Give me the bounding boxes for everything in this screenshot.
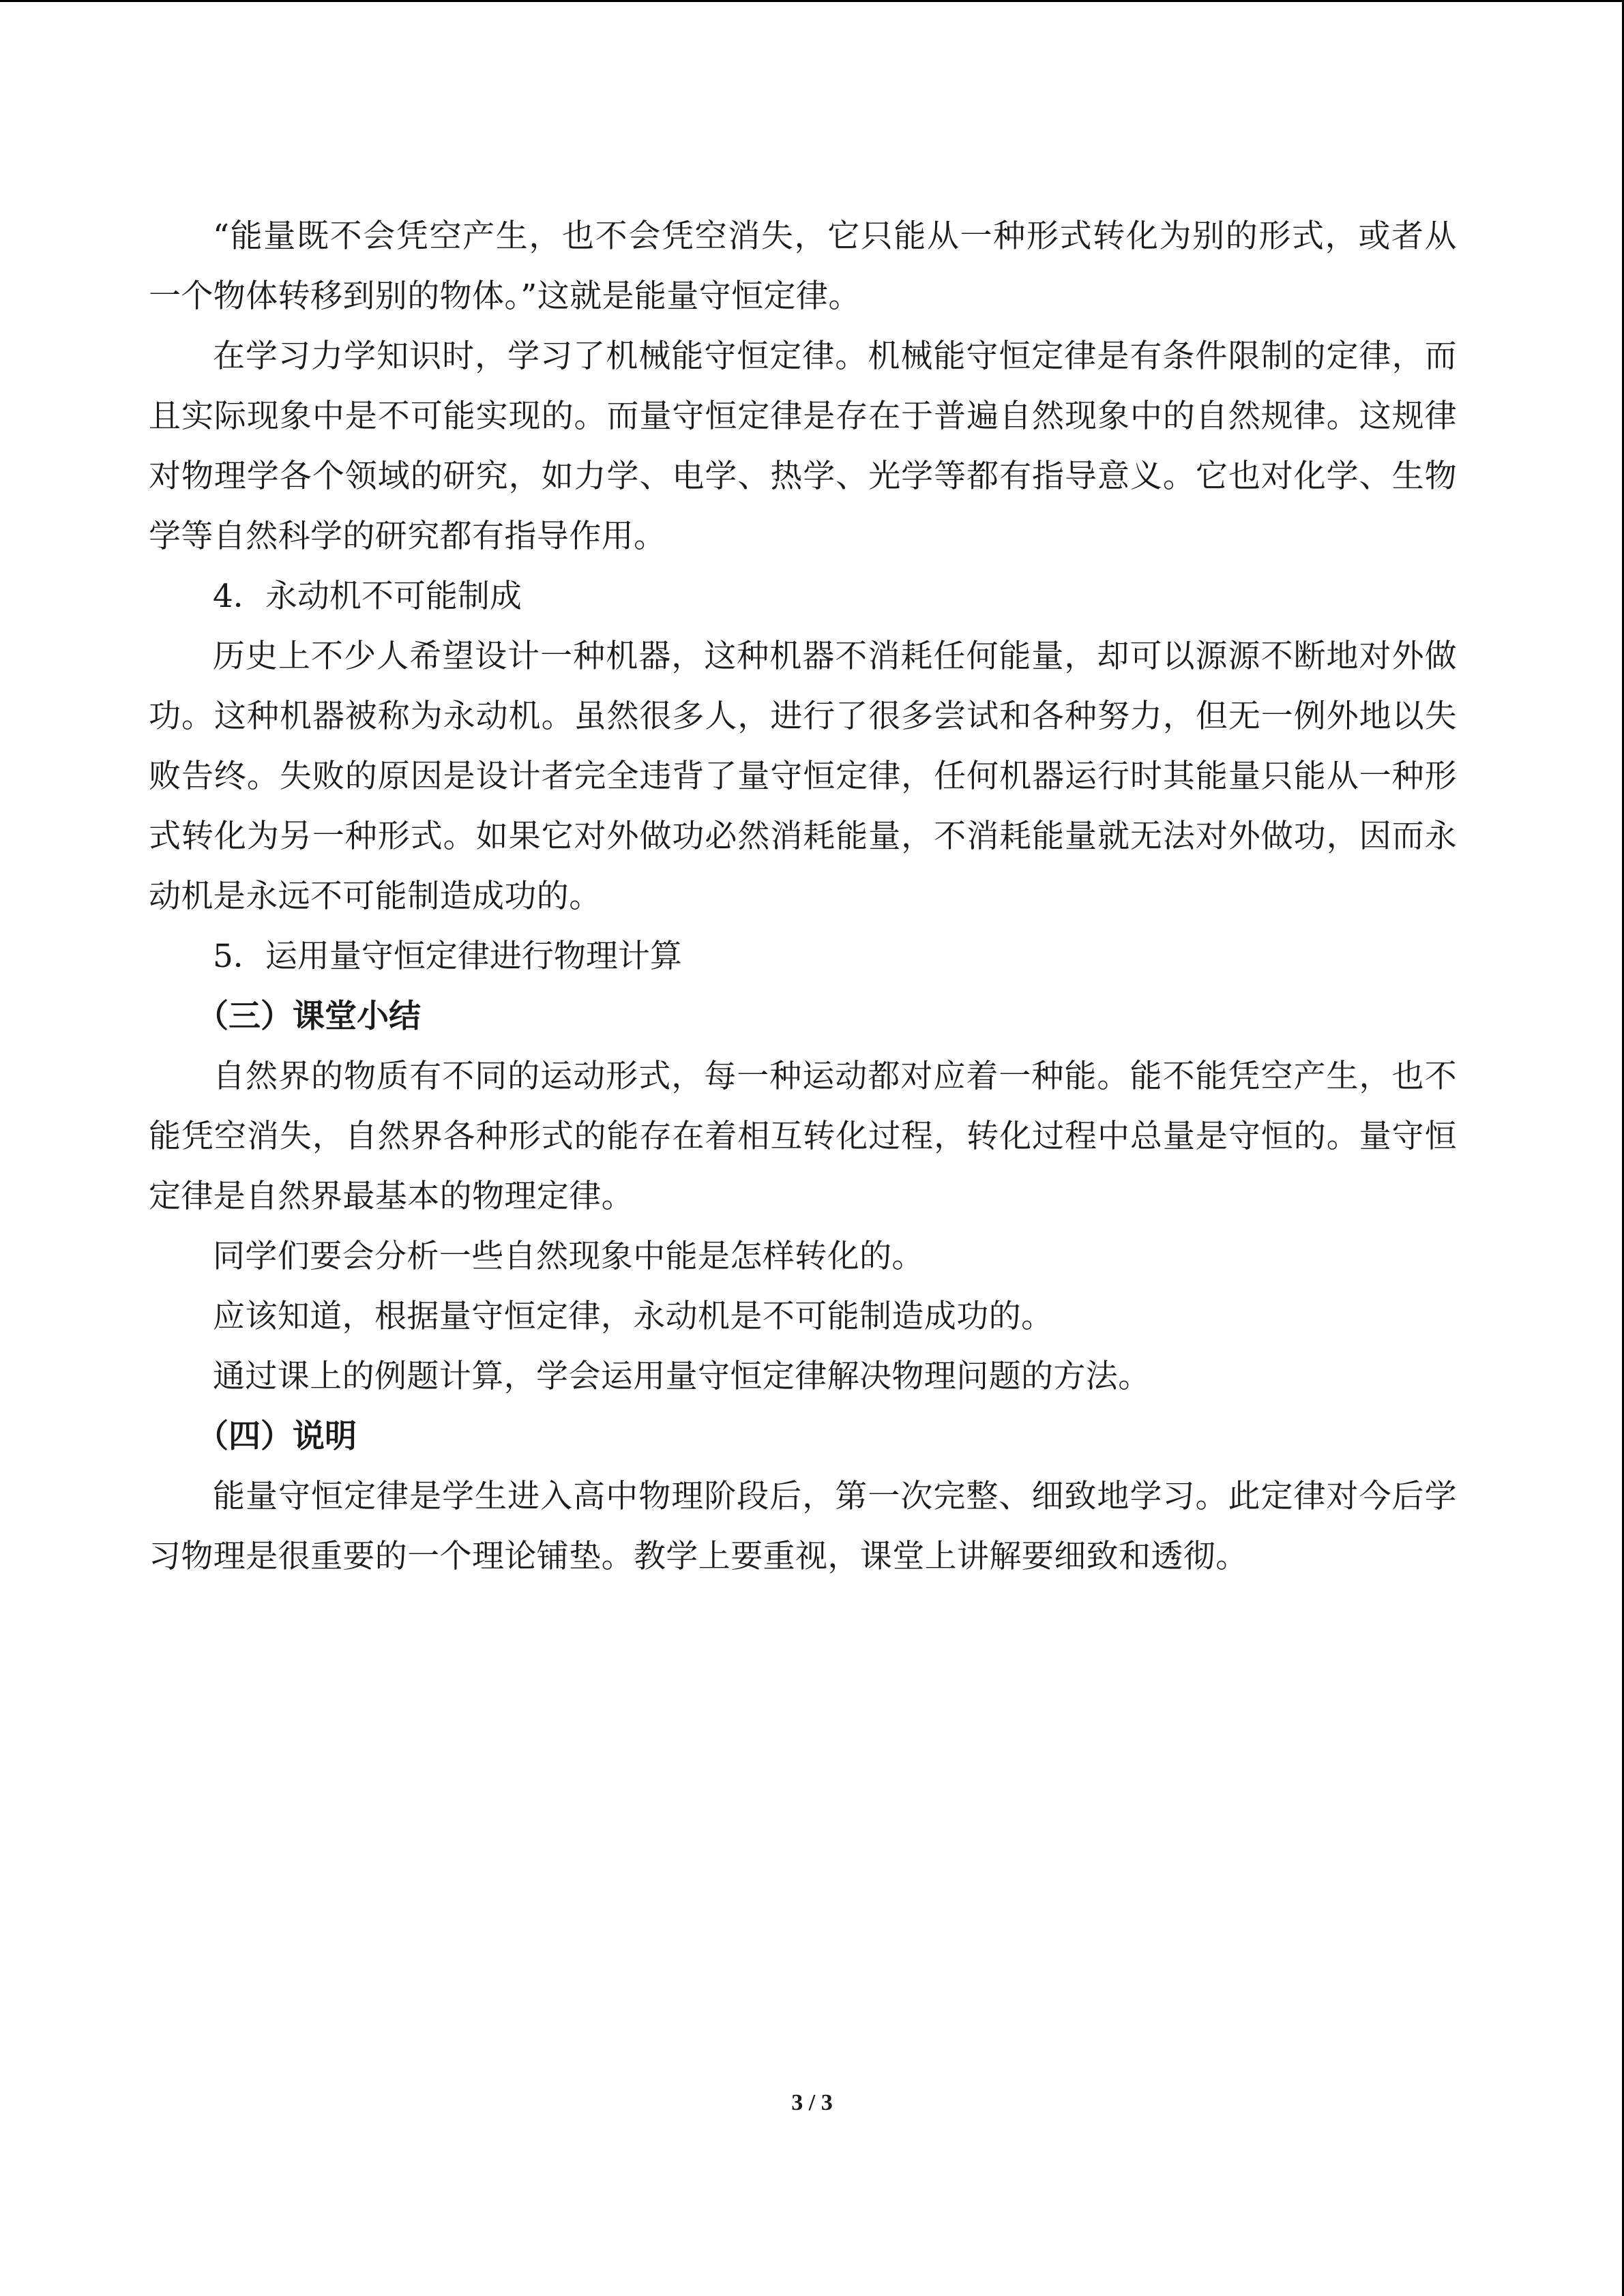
paragraph-mechanical-energy: 在学习力学知识时，学习了机械能守恒定律。机械能守恒定律是有条件限制的定律，而且实际现象中是不可能实现的。而量守恒定律是存在于普遍自然现象中的自然规律。这规律对物理学各个领域的研究，如力学、电学、热学、光学等都有指导意义。它也对化学、生物学等自然科学的研究都有指导作用。 (149, 338, 1457, 555)
section-heading-notes: （四）说明 (196, 1418, 357, 1455)
page-number: 3 / 3 (791, 2090, 833, 2115)
paragraph-energy-conservation-definition: “能量既不会凭空产生，也不会凭空消失，它只能从一种形式转化为别的形式，或者从一个物体转移到别的物体。”这就是能量守恒定律。 (149, 218, 1457, 315)
paragraph-summary-examples: 通过课上的例题计算，学会运用量守恒定律解决物理问题的方法。 (213, 1358, 1151, 1395)
paragraph-summary-nature: 自然界的物质有不同的运动形式，每一种运动都对应着一种能。能不能凭空产生，也不能凭空消失，自然界各种形式的能存在着相互转化过程，转化过程中总量是守恒的。量守恒定律是自然界最基本的物理定律。 (149, 1058, 1457, 1215)
section-heading-summary: （三）课堂小结 (196, 998, 421, 1035)
document-body (149, 207, 1457, 1587)
section-heading-perpetual-motion: 4．永动机不可能制成 (213, 578, 522, 615)
section-heading-calculation: 5．运用量守恒定律进行物理计算 (213, 938, 682, 975)
paragraph-perpetual-motion: 历史上不少人希望设计一种机器，这种机器不消耗任何能量，却可以源源不断地对外做功。这种机器被称为永动机。虽然很多人，进行了很多尝试和各种努力，但无一例外地以失败告终。失败的原因是设计者完全违背了量守恒定律，任何机器运行时其能量只能从一种形式转化为另一种形式。如果它对外做功必然消耗能量，不消耗能量就无法对外做功，因而永动机是永远不可能制造成功的。 (149, 638, 1457, 915)
paragraph-summary-perpetual: 应该知道，根据量守恒定律，永动机是不可能制造成功的。 (213, 1298, 1054, 1335)
paragraph-summary-analysis: 同学们要会分析一些自然现象中能是怎样转化的。 (213, 1238, 924, 1275)
paragraph-notes: 能量守恒定律是学生进入高中物理阶段后，第一次完整、细致地学习。此定律对今后学习物理是很重要的一个理论铺垫。教学上要重视，课堂上讲解要细致和透彻。 (149, 1478, 1457, 1575)
